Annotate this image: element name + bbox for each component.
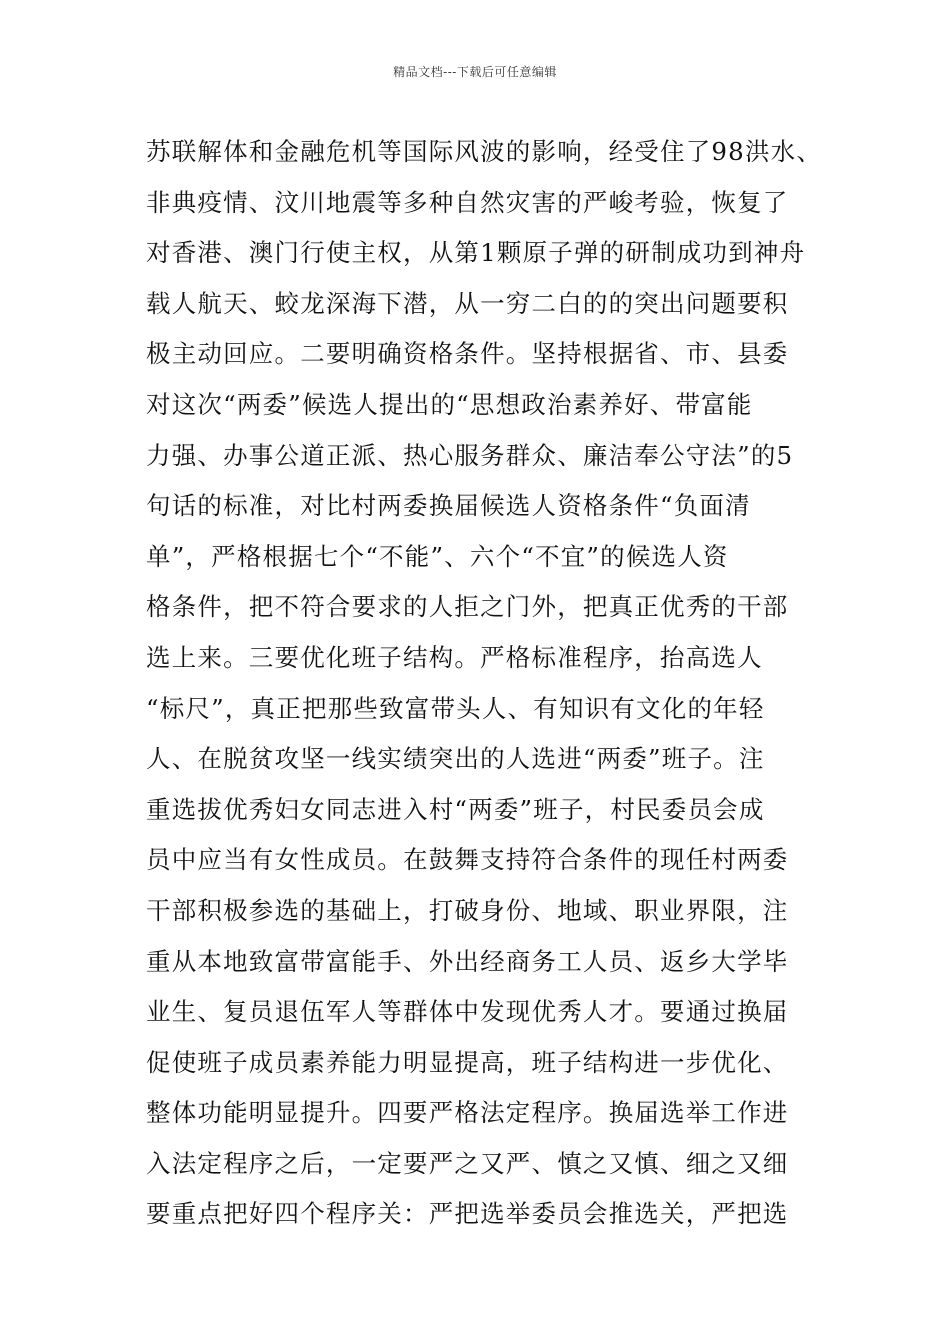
text-line: 苏联解体和金融危机等国际风波的影响，经受住了98洪水、	[146, 137, 823, 166]
text-line: 对这次“两委”候选人提出的“思想政治素养好、带富能	[146, 389, 753, 419]
text-line: 促使班子成员素养能力明显提高，班子结构进一步优化、	[146, 1047, 789, 1077]
text-line: 干部积极参选的基础上，打破身份、地域、职业界限，注	[146, 895, 789, 925]
text-line: 选上来。三要优化班子结构。严格标准程序，抬高选人	[146, 642, 763, 672]
text-line: 力强、办事公道正派、热心服务群众、廉洁奉公守法”的5	[146, 440, 794, 470]
text-line: 员中应当有女性成员。在鼓舞支持符合条件的现任村两委	[146, 845, 789, 875]
text-line: 句话的标准，对比村两委换届候选人资格条件“负面清	[146, 491, 751, 521]
text-line: 业生、复员退伍军人等群体中发现优秀人才。要通过换届	[146, 997, 789, 1027]
text-line: 非典疫情、汶川地震等多种自然灾害的严峻考验，恢复了	[146, 187, 789, 217]
text-line: 入法定程序之后，一定要严之又严、慎之又慎、细之又细	[146, 1148, 789, 1178]
text-line: 单”，严格根据七个“不能”、六个“不宜”的候选人资	[146, 541, 729, 571]
text-line: 格条件，把不符合要求的人拒之门外，把真正优秀的干部	[146, 592, 789, 622]
text-line: 人、在脱贫攻坚一线实绩突出的人选进“两委”班子。注	[146, 744, 765, 774]
text-line: “标尺”，真正把那些致富带头人、有知识有文化的年轻	[146, 693, 765, 723]
text-line: 要重点把好四个程序关：严把选举委员会推选关，严把选	[146, 1199, 789, 1229]
text-line: 重从本地致富带富能手、外出经商务工人员、返乡大学毕	[146, 946, 789, 976]
text-line: 整体功能明显提升。四要严格法定程序。换届选举工作进	[146, 1098, 789, 1128]
page-header: 精品文档---下载后可任意编辑	[393, 65, 557, 79]
body-text	[146, 127, 826, 1240]
text-line: 极主动回应。二要明确资格条件。坚持根据省、市、县委	[146, 339, 789, 369]
text-line: 对香港、澳门行使主权，从第1颗原子弹的研制成功到神舟	[146, 238, 806, 268]
text-line: 载人航天、蛟龙深海下潜，从一穷二白的的突出问题要积	[146, 288, 789, 318]
text-line: 重选拔优秀妇女同志进入村“两委”班子，村民委员会成	[146, 794, 765, 824]
